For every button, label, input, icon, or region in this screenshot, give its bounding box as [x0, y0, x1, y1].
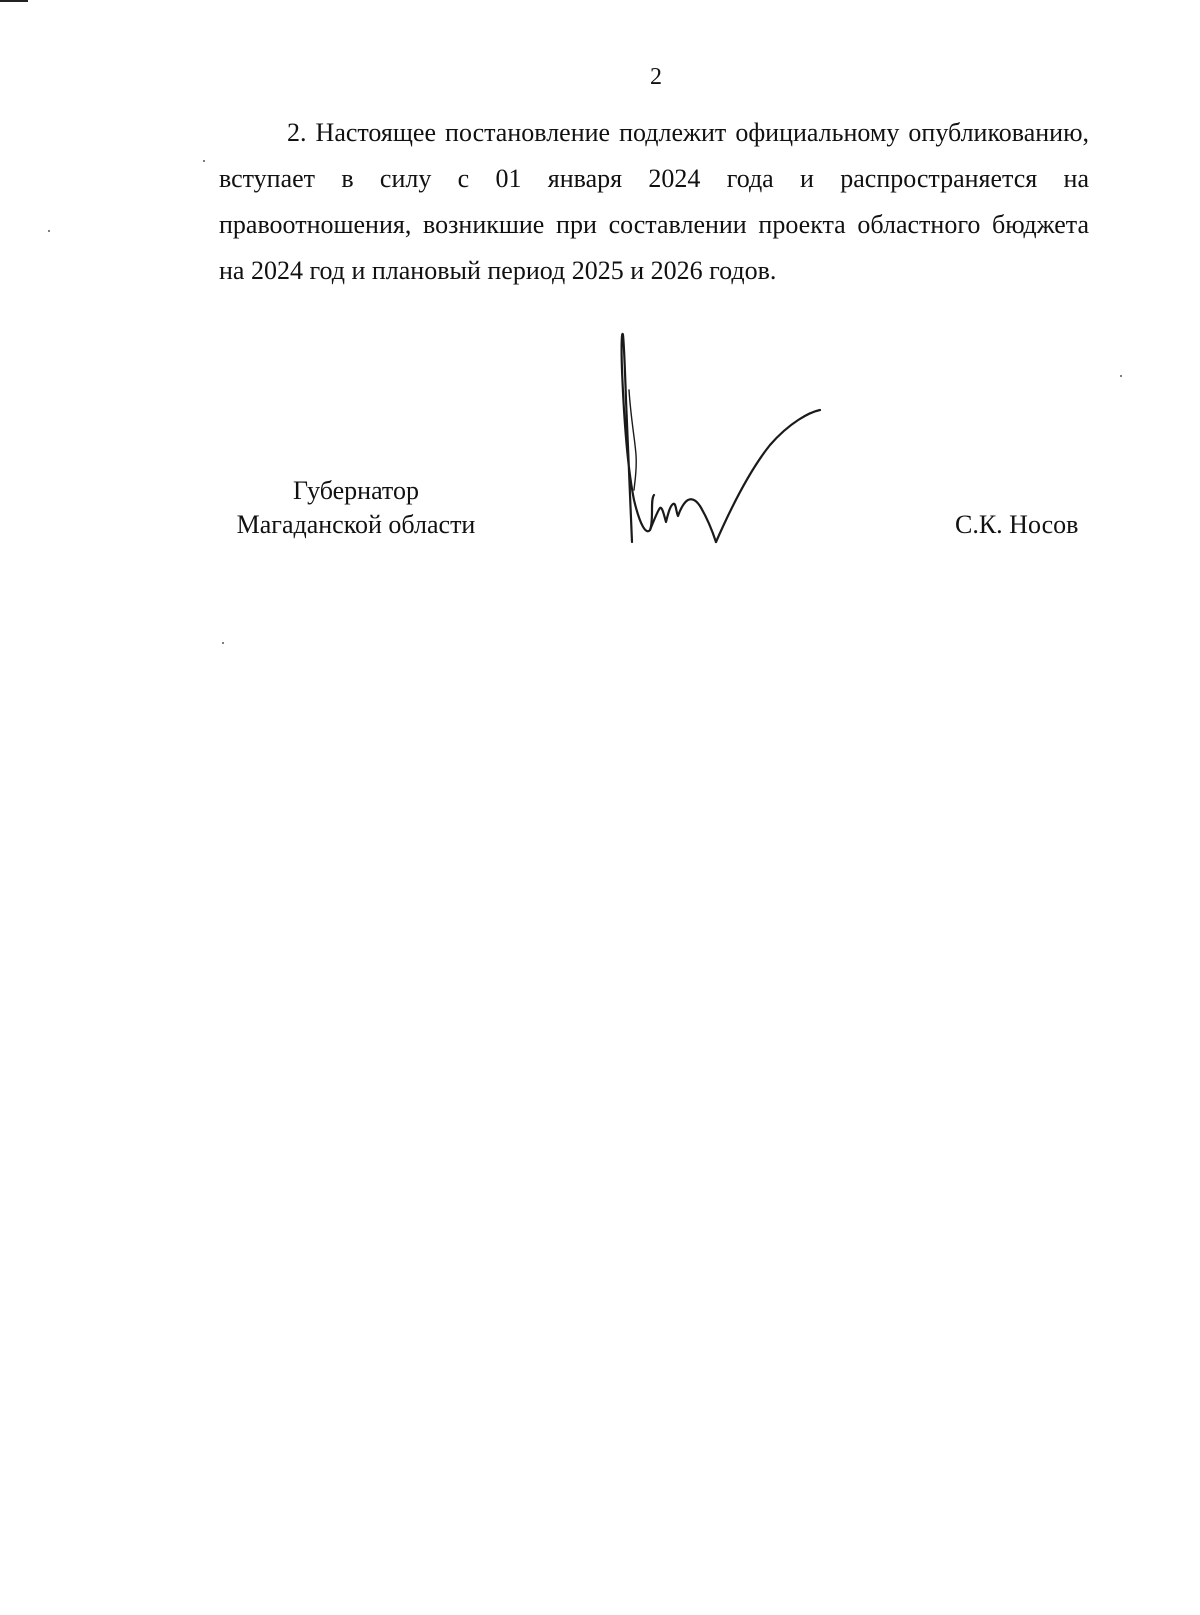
signer-position: [226, 474, 486, 542]
scan-speck: [222, 642, 224, 644]
scan-speck: [203, 160, 205, 162]
signer-position-line1: Губернатор: [293, 476, 419, 505]
signer-name: С.К. Носов: [955, 510, 1079, 539]
paragraph-number: 2.: [287, 118, 307, 147]
signer-position-line2: Магаданской области: [236, 510, 476, 539]
scan-speck: [1120, 375, 1122, 377]
scan-speck: [48, 230, 50, 232]
paragraph-text: Настоящее постановление подлежит официальному опубликованию, вступает в силу с 01 января 2024 года и распространяется на правоотношения, возникшие при составлении проекта областного бюджета на 2024 год и плановый период 2025 и 2026 годов.: [219, 118, 1090, 285]
page-number: 2: [650, 64, 662, 90]
handwritten-signature: [620, 330, 860, 570]
